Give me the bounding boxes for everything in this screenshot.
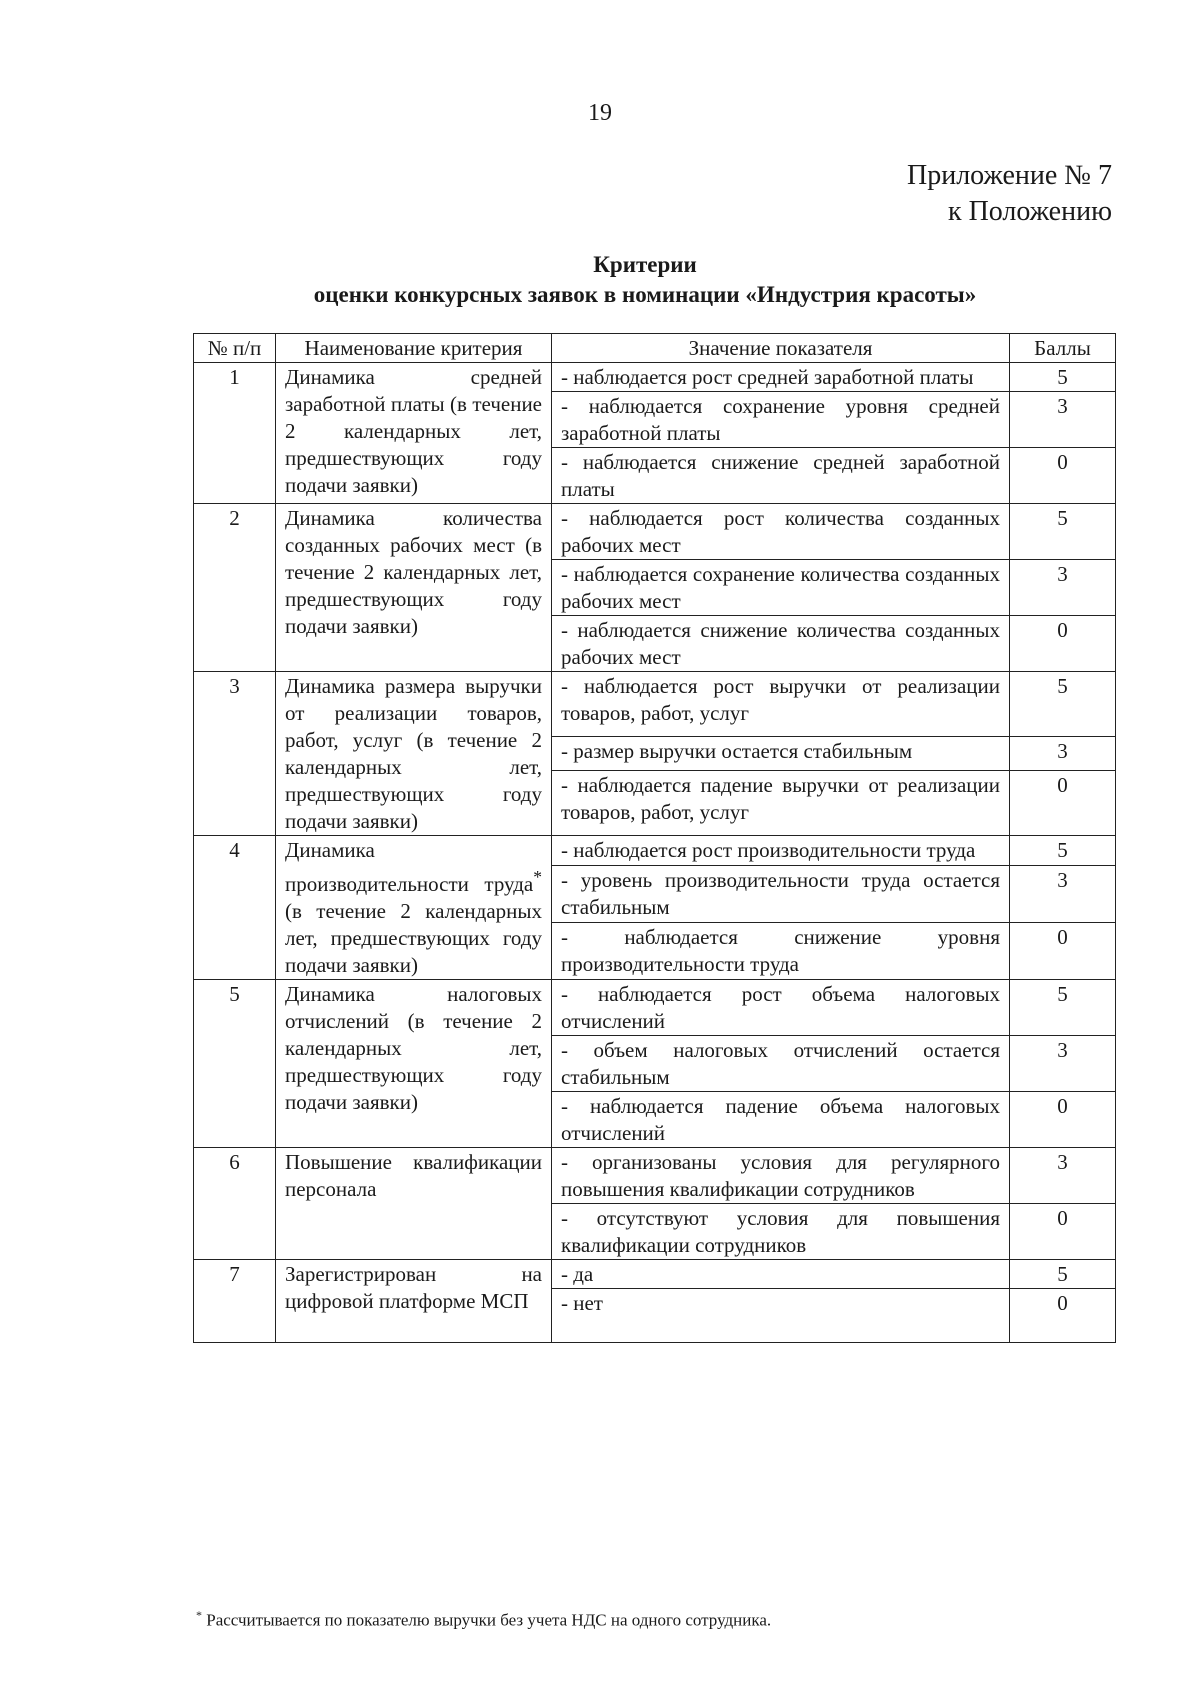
score: 5 xyxy=(1010,980,1116,1036)
criterion-name: Динамика налоговых отчислений (в течение 2 календарных лет, предшествующих году подачи заявки) xyxy=(276,980,552,1148)
indicator-value: - наблюдается падение выручки от реализации товаров, работ, услуг xyxy=(552,770,1010,835)
header-number: № п/п xyxy=(194,334,276,363)
criterion-number: 5 xyxy=(194,980,276,1148)
indicator-value: - объем налоговых отчислений остается стабильным xyxy=(552,1036,1010,1092)
score: 5 xyxy=(1010,672,1116,737)
page-number: 19 xyxy=(588,100,612,126)
score: 0 xyxy=(1010,770,1116,835)
criterion-number: 1 xyxy=(194,363,276,504)
indicator-value: - наблюдается рост средней заработной платы xyxy=(552,363,1010,392)
indicator-value: - наблюдается рост количества созданных рабочих мест xyxy=(552,504,1010,560)
header-score: Баллы xyxy=(1010,334,1116,363)
criterion-number: 2 xyxy=(194,504,276,672)
score: 0 xyxy=(1010,616,1116,672)
score: 5 xyxy=(1010,1260,1116,1289)
appendix-title: Приложение № 7 xyxy=(907,160,1112,191)
table-row xyxy=(194,504,1116,560)
score: 5 xyxy=(1010,363,1116,392)
score: 0 xyxy=(1010,1204,1116,1260)
header-criterion-name: Наименование критерия xyxy=(276,334,552,363)
criterion-number: 7 xyxy=(194,1260,276,1343)
criterion-name: Зарегистрирован на цифровой платформе МСП xyxy=(276,1260,552,1343)
score: 3 xyxy=(1010,1148,1116,1204)
table-row xyxy=(194,1260,1116,1289)
footnote-text: Рассчитывается по показателю выручки без учета НДС на одного сотрудника. xyxy=(206,1610,772,1630)
score: 3 xyxy=(1010,865,1116,922)
appendix-subtitle: к Положению xyxy=(947,196,1112,227)
indicator-value: - наблюдается рост выручки от реализации товаров, работ, услуг xyxy=(552,672,1010,737)
score: 5 xyxy=(1010,836,1116,866)
footnote-mark: * xyxy=(196,1608,202,1622)
score: 0 xyxy=(1010,448,1116,504)
criterion-number: 3 xyxy=(194,672,276,836)
indicator-value: - организованы условия для регулярного повышения квалификации сотрудников xyxy=(552,1148,1010,1204)
indicator-value: - наблюдается падение объема налоговых отчислений xyxy=(552,1092,1010,1148)
criterion-name-start: Динамика производительности труда xyxy=(285,838,534,896)
title-line-2: оценки конкурсных заявок в номинации «Индустрия красоты» xyxy=(313,282,977,307)
indicator-value: - размер выручки остается стабильным xyxy=(552,737,1010,771)
indicator-value: - наблюдается сохранение количества созданных рабочих мест xyxy=(552,560,1010,616)
indicator-value: - наблюдается снижение уровня производительности труда xyxy=(552,922,1010,979)
indicator-value: - наблюдается сохранение уровня средней заработной платы xyxy=(552,392,1010,448)
title-line-1: Критерии xyxy=(593,252,697,277)
score: 3 xyxy=(1010,560,1116,616)
indicator-value: - нет xyxy=(552,1289,1010,1343)
score: 0 xyxy=(1010,1289,1116,1343)
table-row xyxy=(194,363,1116,392)
criterion-number: 4 xyxy=(194,836,276,980)
criterion-name: Динамика количества созданных рабочих мест (в течение 2 календарных лет, предшествующих году подачи заявки) xyxy=(276,504,552,672)
footnote-marker: * xyxy=(533,867,542,887)
score: 3 xyxy=(1010,392,1116,448)
indicator-value: - да xyxy=(552,1260,1010,1289)
document-title xyxy=(0,250,1200,310)
criteria-table xyxy=(193,333,1116,1343)
score: 5 xyxy=(1010,504,1116,560)
score: 0 xyxy=(1010,1092,1116,1148)
score: 3 xyxy=(1010,737,1116,771)
table-row xyxy=(194,836,1116,866)
table-row xyxy=(194,672,1116,737)
table-header-row xyxy=(194,334,1116,363)
score: 0 xyxy=(1010,922,1116,979)
score: 3 xyxy=(1010,1036,1116,1092)
table-row xyxy=(194,980,1116,1036)
indicator-value: - отсутствуют условия для повышения квалификации сотрудников xyxy=(552,1204,1010,1260)
criterion-number: 6 xyxy=(194,1148,276,1260)
indicator-value: - уровень производительности труда остается стабильным xyxy=(552,865,1010,922)
criterion-name-end: (в течение 2 календарных лет, предшествующих году подачи заявки) xyxy=(285,899,542,977)
indicator-value: - наблюдается снижение средней заработной платы xyxy=(552,448,1010,504)
header-indicator-value: Значение показателя xyxy=(552,334,1010,363)
indicator-value: - наблюдается рост объема налоговых отчислений xyxy=(552,980,1010,1036)
indicator-value: - наблюдается снижение количества созданных рабочих мест xyxy=(552,616,1010,672)
criterion-name: Динамика размера выручки от реализации товаров, работ, услуг (в течение 2 календарных лет, предшествующих году подачи заявки) xyxy=(276,672,552,836)
criterion-name xyxy=(276,836,552,980)
indicator-value: - наблюдается рост производительности труда xyxy=(552,836,1010,866)
table-row xyxy=(194,1148,1116,1204)
criterion-name: Динамика средней заработной платы (в течение 2 календарных лет, предшествующих году подачи заявки) xyxy=(276,363,552,504)
criterion-name: Повышение квалификации персонала xyxy=(276,1148,552,1260)
footnote xyxy=(196,1608,771,1631)
appendix-reference xyxy=(907,158,1112,230)
